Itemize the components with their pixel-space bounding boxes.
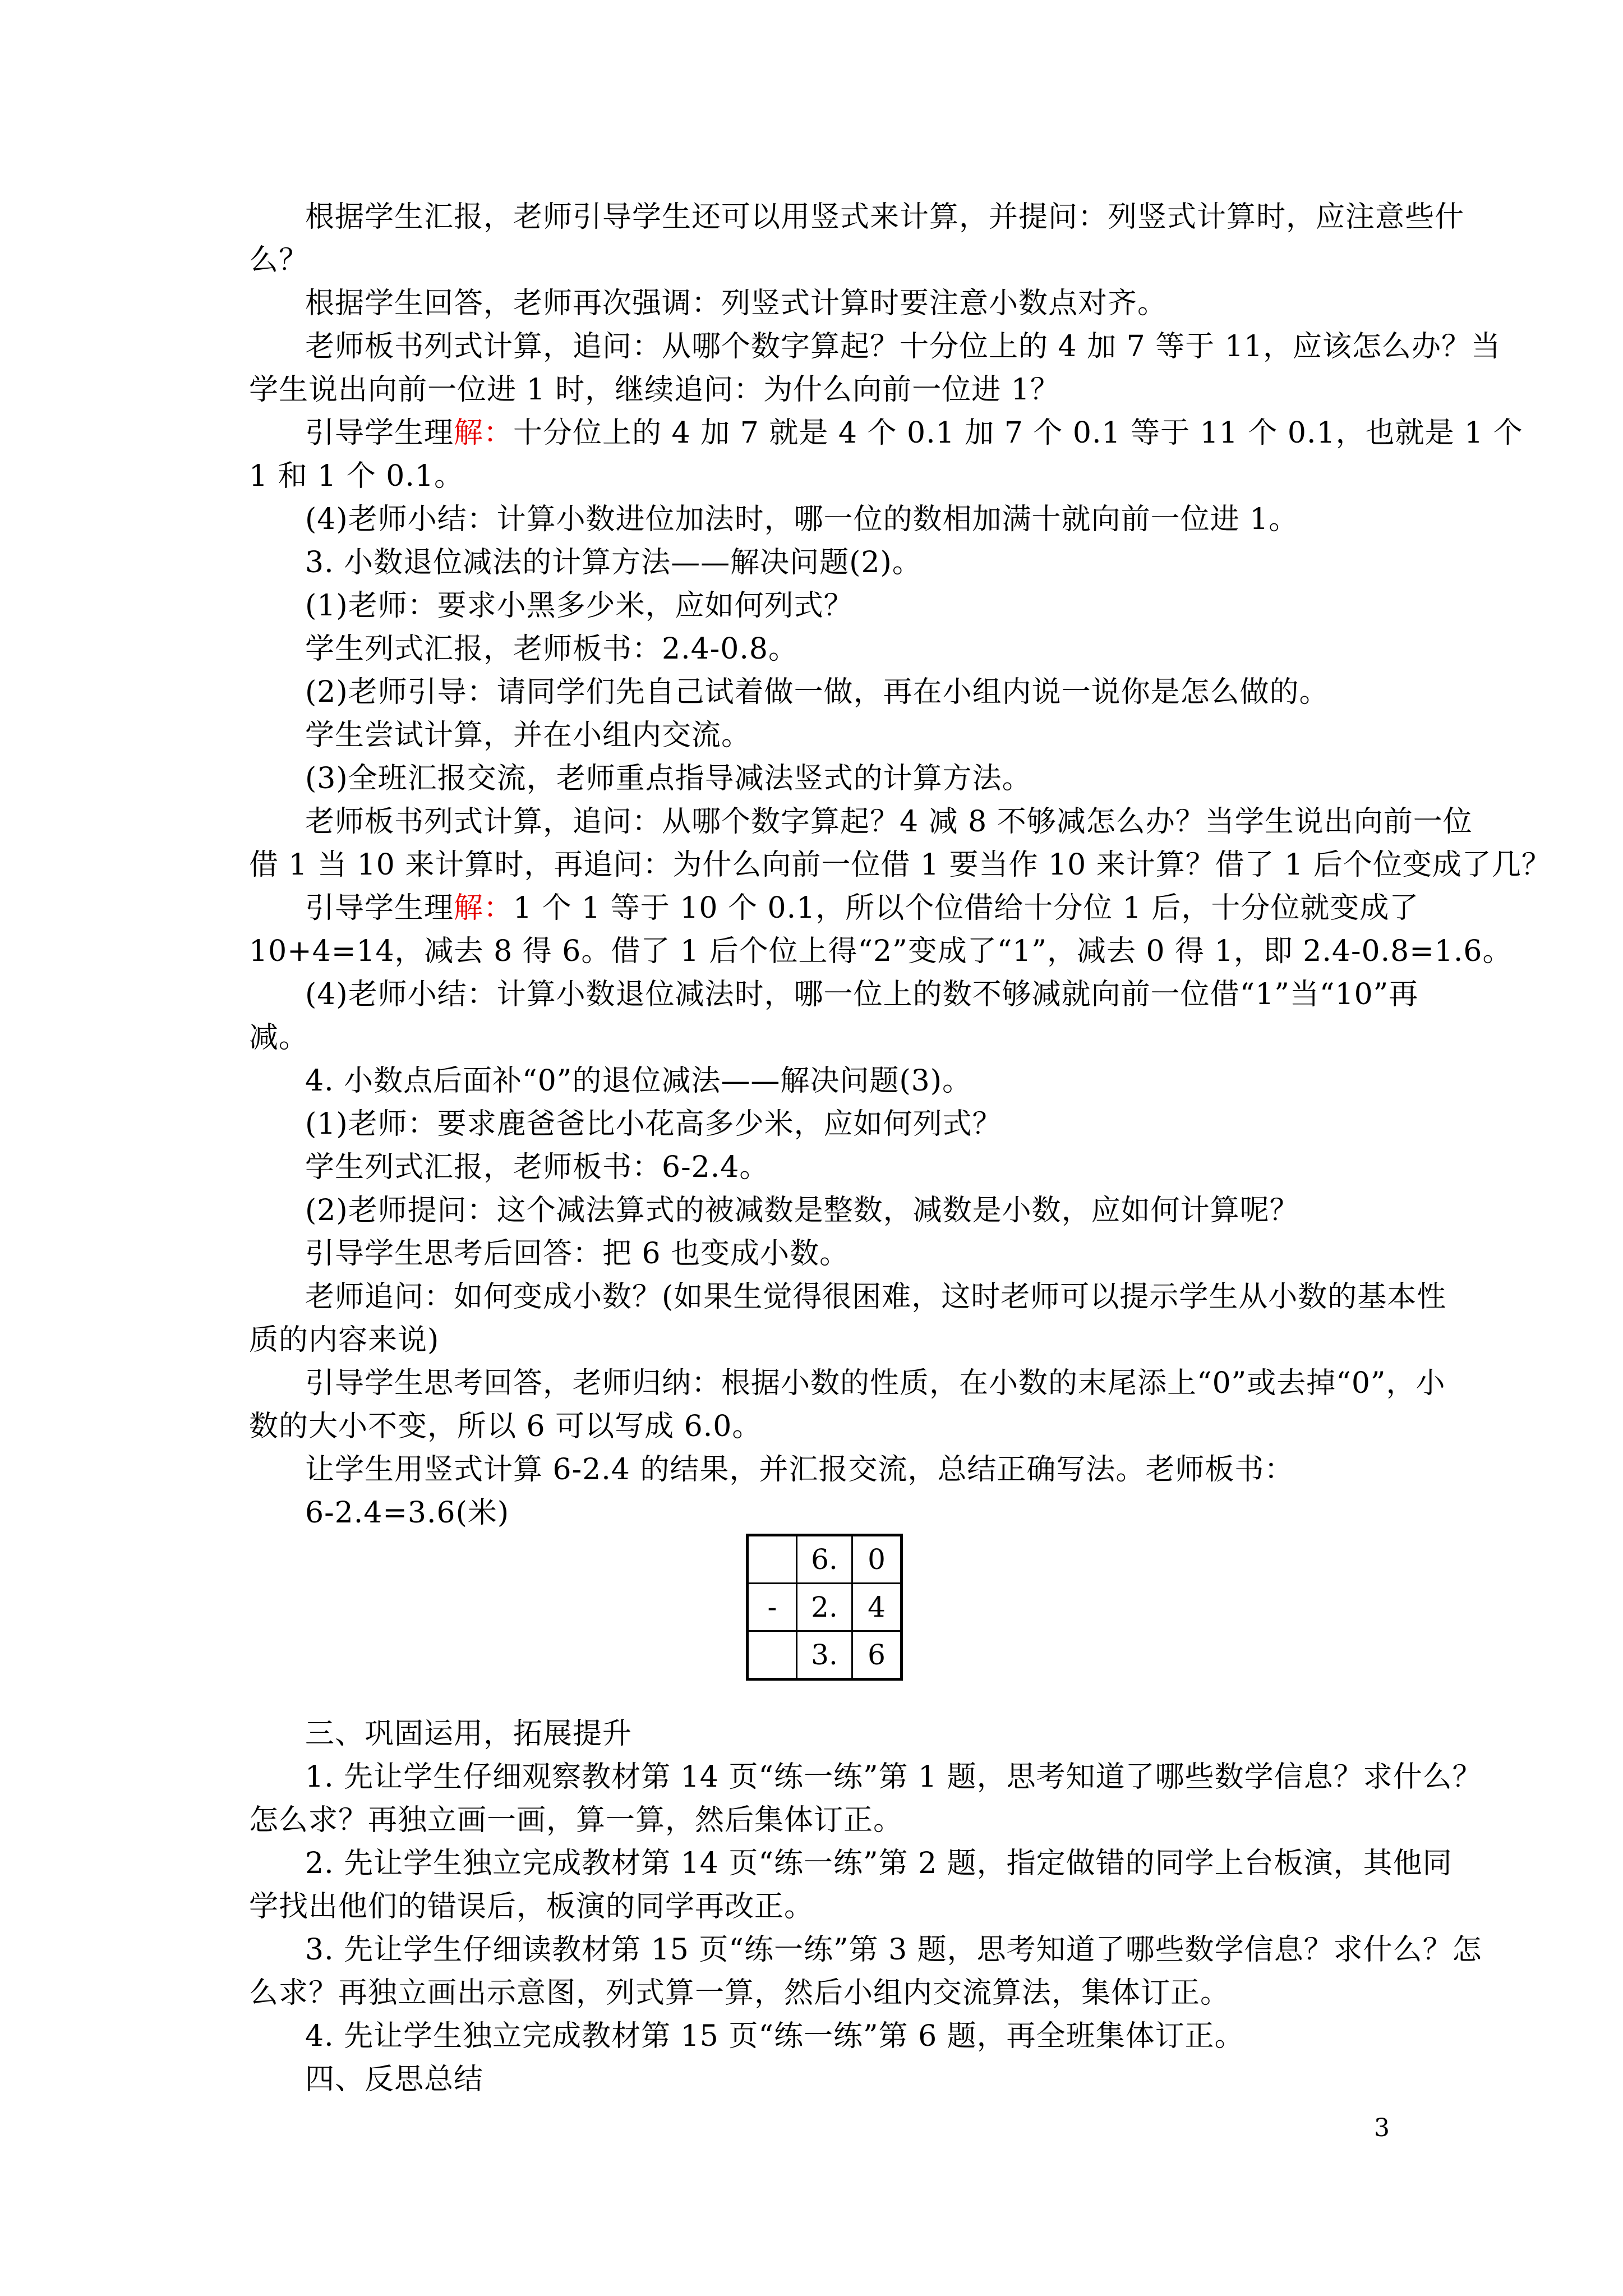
- table-cell: 2.: [797, 1584, 852, 1631]
- paragraph-line: 老师板书列式计算，追问：从哪个数字算起？十分位上的 4 加 7 等于 11，应该怎么办？当: [305, 330, 1501, 364]
- paragraph-line: 根据学生回答，老师再次强调：列竖式计算时要注意小数点对齐。: [305, 287, 1168, 320]
- table-row: [748, 1535, 902, 1584]
- page-number: 3: [1374, 2114, 1390, 2142]
- paragraph-line: 么？: [249, 243, 309, 277]
- text-segment: 引导学生理: [305, 416, 454, 450]
- paragraph-line: 根据学生汇报，老师引导学生还可以用竖式来计算，并提问：列竖式计算时，应注意些什: [305, 200, 1465, 234]
- table-cell: 0: [852, 1535, 902, 1584]
- table-cell: 3.: [797, 1631, 852, 1680]
- table-row: [748, 1631, 902, 1680]
- highlighted-text: 解：: [454, 416, 514, 450]
- paragraph-line: 老师追问：如何变成小数？(如果生觉得很困难，这时老师可以提示学生从小数的基本性: [305, 1280, 1447, 1314]
- section-heading: 三、巩固运用，拓展提升: [305, 1717, 633, 1751]
- paragraph-line: 让学生用竖式计算 6-2.4 的结果，并汇报交流，总结正确写法。老师板书：: [305, 1453, 1294, 1487]
- paragraph-line: 1. 先让学生仔细观察教材第 14 页“练一练”第 1 题，思考知道了哪些数学信息？求什么？: [305, 1760, 1482, 1794]
- paragraph-line: (2)老师引导：请同学们先自己试着做一做，再在小组内说一说你是怎么做的。: [305, 675, 1329, 709]
- equation-line: 6-2.4=3.6(米): [305, 1496, 510, 1530]
- vertical-calculation-table: [746, 1534, 903, 1681]
- paragraph-line: 引导学生思考回答，老师归纳：根据小数的性质，在小数的末尾添上“0”或去掉“0”，小: [305, 1366, 1446, 1400]
- paragraph-line: 引导学生思考后回答：把 6 也变成小数。: [305, 1237, 850, 1271]
- text-segment: 引导学生理: [305, 891, 454, 925]
- paragraph-line: 借 1 当 10 来计算时，再追问：为什么向前一位借 1 要当作 10 来计算？借了 1 后个位变成了几？: [249, 848, 1551, 882]
- section-heading: 四、反思总结: [305, 2063, 484, 2096]
- paragraph-line: 学找出他们的错误后，板演的同学再改正。: [249, 1890, 814, 1924]
- paragraph-line: 学生说出向前一位进 1 时，继续追问：为什么向前一位进 1？: [249, 373, 1060, 407]
- paragraph-line: 质的内容来说): [249, 1323, 440, 1357]
- text-segment: 1 个 1 等于 10 个 0.1，所以个位借给十分位 1 后，十分位就变成了: [513, 891, 1419, 925]
- text-segment: 十分位上的 4 加 7 就是 4 个 0.1 加 7 个 0.1 等于 11 个 0.1，也就是 1 个: [513, 416, 1523, 450]
- table-cell: -: [748, 1584, 797, 1631]
- paragraph-line: 4. 先让学生独立完成教材第 15 页“练一练”第 6 题，再全班集体订正。: [305, 2019, 1244, 2053]
- paragraph-line: 学生尝试计算，并在小组内交流。: [305, 719, 751, 752]
- paragraph-line: 10+4=14，减去 8 得 6。借了 1 后个位上得“2”变成了“1”，减去 0 得 1，即 2.4-0.8=1.6。: [249, 935, 1513, 968]
- section-heading: 3. 小数退位减法的计算方法——解决问题(2)。: [305, 546, 922, 579]
- table-cell: 6: [852, 1631, 902, 1680]
- highlighted-text: 解：: [454, 891, 514, 925]
- paragraph-line: (1)老师：要求鹿爸爸比小花高多少米，应如何列式？: [305, 1107, 1002, 1141]
- table-row: [748, 1584, 902, 1631]
- paragraph-line: (1)老师：要求小黑多少米，应如何列式？: [305, 589, 854, 623]
- paragraph-line: (3)全班汇报交流，老师重点指导减法竖式的计算方法。: [305, 762, 1032, 795]
- paragraph-line: 怎么求？再独立画一画，算一算，然后集体订正。: [249, 1803, 903, 1837]
- paragraph-line: 学生列式汇报，老师板书：2.4-0.8。: [305, 632, 798, 666]
- table-cell: [748, 1631, 797, 1680]
- paragraph-line: (4)老师小结：计算小数进位加法时，哪一位的数相加满十就向前一位进 1。: [305, 503, 1299, 536]
- paragraph-line: 么求？再独立画出示意图，列式算一算，然后小组内交流算法，集体订正。: [249, 1976, 1230, 2010]
- paragraph-line: [305, 891, 1419, 925]
- paragraph-line: (4)老师小结：计算小数退位减法时，哪一位上的数不够减就向前一位借“1”当“10”再: [305, 978, 1419, 1011]
- paragraph-line: 减。: [249, 1021, 309, 1055]
- paragraph-line: [305, 418, 1523, 448]
- table-cell: [748, 1535, 797, 1584]
- paragraph-line: 1 和 1 个 0.1。: [249, 459, 464, 493]
- paragraph-line: (2)老师提问：这个减法算式的被减数是整数，减数是小数，应如何计算呢？: [305, 1194, 1299, 1227]
- paragraph-line: 3. 先让学生仔细读教材第 15 页“练一练”第 3 题，思考知道了哪些数学信息？求什么？怎: [305, 1933, 1482, 1967]
- paragraph-line: 2. 先让学生独立完成教材第 14 页“练一练”第 2 题，指定做错的同学上台板演，其他同: [305, 1847, 1453, 1880]
- section-heading: 4. 小数点后面补“0”的退位减法——解决问题(3)。: [305, 1064, 972, 1098]
- paragraph-line: 数的大小不变，所以 6 可以写成 6.0。: [249, 1410, 762, 1443]
- paragraph-line: 学生列式汇报，老师板书：6-2.4。: [305, 1151, 769, 1184]
- table-cell: 4: [852, 1584, 902, 1631]
- paragraph-line: 老师板书列式计算，追问：从哪个数字算起？4 减 8 不够减怎么办？当学生说出向前一位: [305, 805, 1473, 839]
- table-cell: 6.: [797, 1535, 852, 1584]
